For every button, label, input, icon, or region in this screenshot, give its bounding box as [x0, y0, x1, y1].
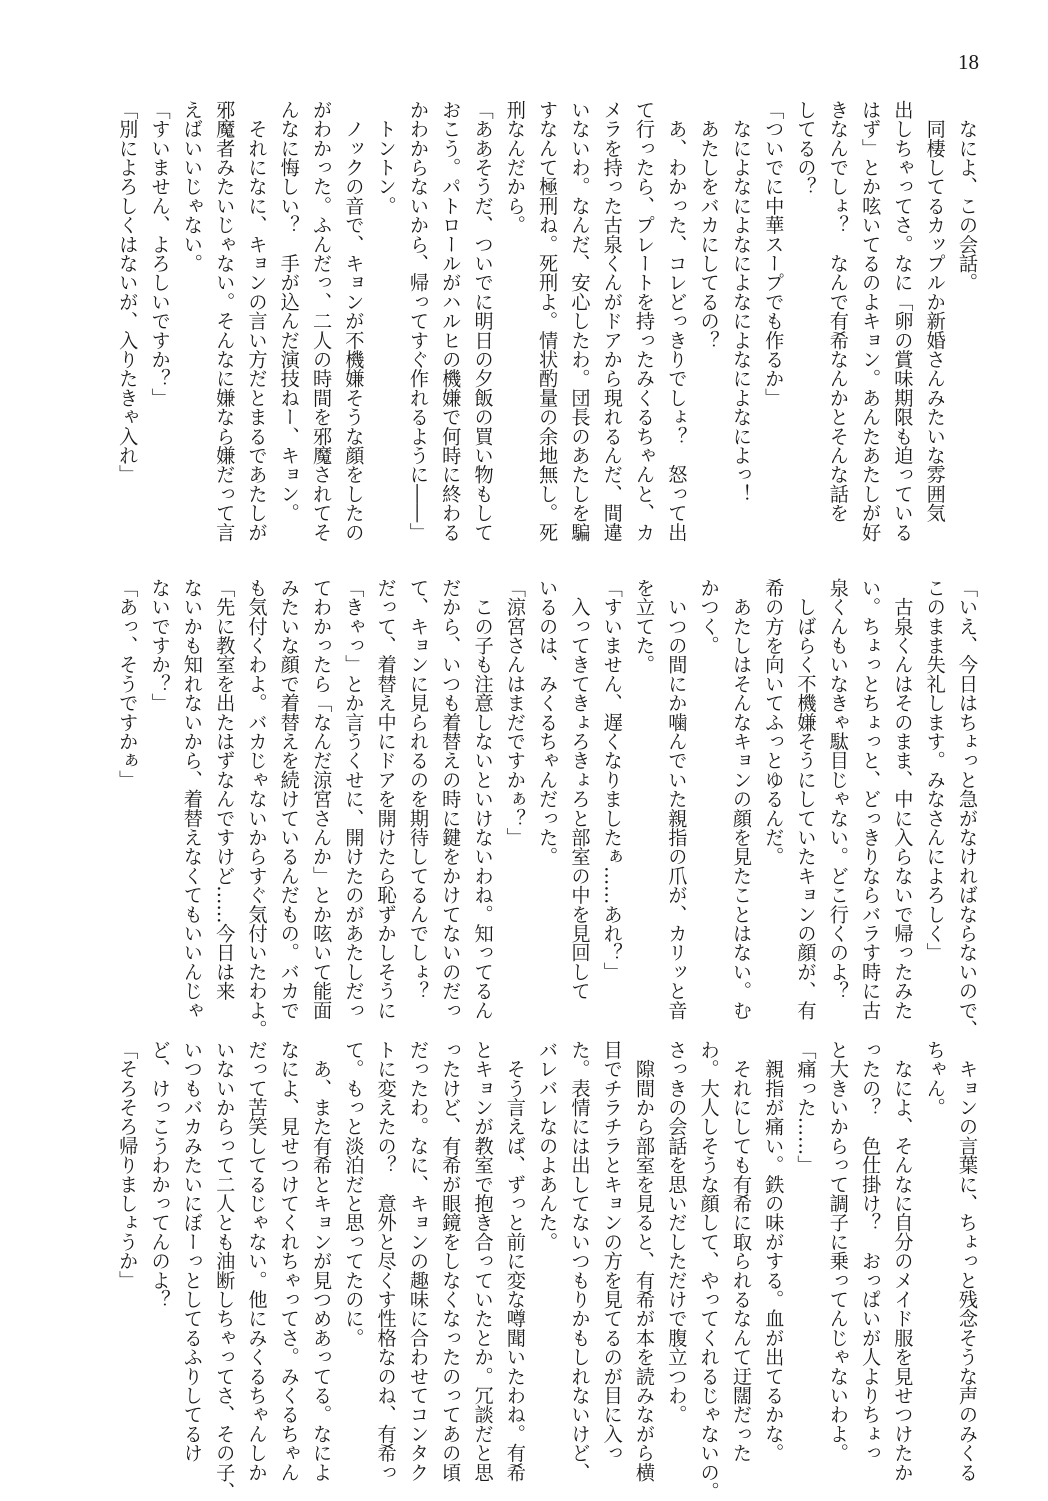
text-line: 「先に教室を出たはずなんですけど……今日は来	[213, 578, 237, 1001]
text-line: とキョンが教室で抱き合っていたとか。冗談だと思	[471, 1040, 495, 1482]
text-line: トントン。	[374, 100, 398, 216]
text-line: さっきの会話を思いだしただけで腹立つわ。	[665, 1040, 689, 1424]
text-line: そう言えば、ずっと前に変な噂聞いたわね。有希	[503, 1040, 527, 1482]
text-line: なによなによなによなによなによなによっ！	[729, 100, 753, 504]
text-line: だって、着替え中にドアを開けたら恥ずかしそうに	[374, 578, 398, 1020]
text-block-top	[111, 100, 983, 540]
text-line: て、キョンに見られるのを期待してるんでしょ？	[406, 578, 430, 1001]
text-line: してるの？	[794, 100, 818, 196]
text-line: 出しちゃってさ。なに「卵の賞味期限も迫っている	[891, 100, 915, 542]
text-line: はず」とか呟いてるのよキョン。あんたあたしが好	[859, 100, 883, 542]
text-line: しばらく不機嫌そうにしていたキョンの顔が、有	[794, 578, 818, 1020]
text-line: このまま失礼します。みなさんによろしく」	[923, 578, 947, 962]
text-line: ちゃん。	[923, 1040, 947, 1117]
text-line: 入ってきてきょろきょろと部室の中を見回して	[568, 578, 592, 1001]
text-line: 「ついでに中華スープでも作るか」	[762, 100, 786, 408]
text-line: だから、いつも着替えの時に鍵をかけてないのだっ	[439, 578, 463, 1020]
text-line: い。ちょっとちょっと、どっきりならバラす時に古	[859, 578, 883, 1020]
text-line: と大きいからって調子に乗ってんじゃないわよ。	[826, 1040, 850, 1463]
text-line: 泉くんもいなきゃ駄目じゃない。どこ行くのよ？	[826, 578, 850, 1001]
text-line: 「そろそろ帰りましょうか」	[116, 1040, 140, 1290]
text-line: かつく。	[697, 578, 721, 655]
text-line: 隙間から部室を見ると、有希が本を読みながら横	[633, 1040, 657, 1482]
text-line: ど、けっこうわかってんのよ？	[148, 1040, 172, 1309]
text-line: キョンの言葉に、ちょっと残念そうな声のみくる	[956, 1040, 979, 1482]
text-line: すなんて極刑ね。死刑よ。情状酌量の余地無し。死	[536, 100, 560, 542]
text-line: んなに悔しい？ 手が込んだ演技ねー、キョン。	[277, 100, 301, 523]
text-line: 邪魔者みたいじゃない。そんなに嫌なら嫌だって言	[213, 100, 237, 542]
text-line: 「すいません、遅くなりましたぁ……あれ？」	[600, 578, 624, 982]
text-line: も気付くわよ。バカじゃないからすぐ気付いたわよ。	[245, 578, 269, 1039]
text-line: いないわ。なんだ、安心したわ。団長のあたしを騙	[568, 100, 592, 542]
text-line: あたしをバカにしてるの？	[697, 100, 721, 350]
text-block-middle	[111, 578, 983, 1039]
text-line: を立てた。	[633, 578, 657, 674]
text-line: 「別によろしくはないが、入りたきゃ入れ」	[116, 100, 140, 484]
text-line: なによ、この会話。	[956, 100, 979, 292]
text-line: 親指が痛い。鉄の味がする。血が出てるかな。	[762, 1040, 786, 1463]
text-line: それにしても有希に取られるなんて迂闊だった	[729, 1040, 753, 1463]
text-line: 「いえ、今日はちょっと急がなければならないので、	[956, 578, 979, 1039]
text-line: ったけど、有希が眼鏡をしなくなったのってあの頃	[439, 1040, 463, 1482]
text-line: だって苦笑してるじゃない。他にみくるちゃんしか	[245, 1040, 269, 1482]
text-line: この子も注意しないといけないわね。知ってるん	[471, 578, 495, 1020]
text-line: て。もっと淡泊だと思ってたのに。	[342, 1040, 366, 1348]
text-line: ノックの音で、キョンが不機嫌そうな顔をしたの	[342, 100, 366, 542]
text-line: おこう。パトロールがハルヒの機嫌で何時に終わる	[439, 100, 463, 542]
text-line: えばいいじゃない。	[180, 100, 204, 273]
text-line: いつもバカみたいにぼーっとしてるふりしてるけ	[180, 1040, 204, 1463]
text-line: メラを持った古泉くんがドアから現れるんだ、間違	[600, 100, 624, 542]
text-line: いつの間にか噛んでいた親指の爪が、カリッと音	[665, 578, 689, 1020]
text-block-bottom	[111, 1040, 983, 1501]
text-line: あたしはそんなキョンの顔を見たことはない。む	[729, 578, 753, 1020]
text-line: かわからないから、帰ってすぐ作れるように――」	[406, 100, 430, 542]
text-line: 「あっ、そうですかぁ」	[116, 578, 140, 790]
text-line: みたいな顔で着替えを続けているんだもの。バカで	[277, 578, 301, 1020]
text-line: 「ああそうだ、ついでに明日の夕飯の買い物もして	[471, 100, 495, 542]
text-line: て行ったら、プレートを持ったみくるちゃんと、カ	[633, 100, 657, 542]
text-line: 「きゃっ」とか言うくせに、開けたのがあたしだっ	[342, 578, 366, 1020]
text-line: きなんでしょ？ なんで有希なんかとそんな話を	[826, 100, 850, 523]
text-line: た。表情には出してないつもりかもしれないけど、	[568, 1040, 592, 1482]
text-line: ないかも知れないから、着替えなくてもいいんじゃ	[180, 578, 204, 1020]
text-line: あ、また有希とキョンが見つめあってる。なによ	[310, 1040, 334, 1482]
text-line: ったの？ 色仕掛け？ おっぱいが人よりちょっ	[859, 1040, 883, 1463]
text-line: 「涼宮さんはまだですかぁ？」	[503, 578, 527, 847]
text-line: トに変えたの？ 意外と尽くす性格なのね、有希っ	[374, 1040, 398, 1482]
text-line: 目でチラチラとキョンの方を見てるのが目に入っ	[600, 1040, 624, 1463]
text-line: 希の方を向いてふっとゆるんだ。	[762, 578, 786, 866]
text-line: わ。大人しそうな顔して、やってくれるじゃないの。	[697, 1040, 721, 1501]
text-line: なによ、見せつけてくれちゃってさ。みくるちゃん	[277, 1040, 301, 1482]
text-line: 「すいません、よろしいですか？」	[148, 100, 172, 408]
text-line: 同棲してるカップルか新婚さんみたいな雰囲気	[923, 100, 947, 523]
text-line: それになに、キョンの言い方だとまるであたしが	[245, 100, 269, 542]
text-line: 「痛った……」	[794, 1040, 818, 1175]
text-line: 古泉くんはそのまま、中に入らないで帰ったみた	[891, 578, 915, 1020]
text-line: てわかったら「なんだ涼宮さんか」とか呟いて能面	[310, 578, 334, 1020]
text-line: あ、わかった、コレどっきりでしょ？ 怒って出	[665, 100, 689, 542]
text-line: 刑なんだから。	[503, 100, 527, 235]
text-line: だったわ。なに、キョンの趣味に合わせてコンタク	[406, 1040, 430, 1482]
text-line: バレバレなのよあんた。	[536, 1040, 560, 1252]
text-line: ないですか？」	[148, 578, 172, 713]
text-line: いるのは、みくるちゃんだった。	[536, 578, 560, 866]
text-line: いないからって二人とも油断しちゃってさ、その子、	[213, 1040, 237, 1501]
page-number: 18	[958, 50, 979, 74]
text-line: なによ、そんなに自分のメイド服を見せつけたか	[891, 1040, 915, 1482]
text-line: がわかった。ふんだっ、二人の時間を邪魔されてそ	[310, 100, 334, 542]
